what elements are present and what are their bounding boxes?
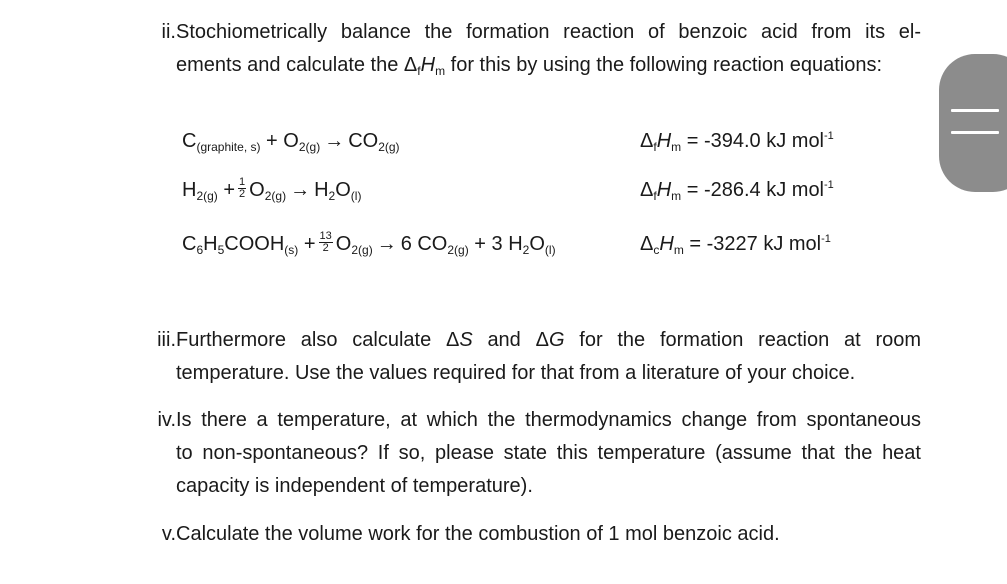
chem-symbol: O (335, 179, 351, 201)
plus-sign: + (223, 179, 236, 201)
subscript: m (673, 243, 684, 257)
state-subscript: 2(g) (447, 243, 469, 257)
item-line: Stochiometrically balance the formation reaction of benzoic acid from its el- (176, 21, 921, 43)
item-line (176, 49, 921, 82)
subscript: f (653, 189, 657, 203)
text-fragment: for the formation reaction at room (564, 329, 922, 351)
item-text (176, 324, 921, 390)
plus-sign: + (303, 233, 316, 255)
item-numeral: v. (161, 523, 176, 545)
item-text (176, 16, 921, 82)
chem-symbol: 6 CO (400, 233, 448, 255)
state-subscript: 2(g) (378, 140, 400, 154)
exponent: -1 (821, 233, 831, 245)
state-subscript: 2(g) (351, 243, 373, 257)
chem-symbol: O (283, 130, 299, 152)
equation-formula (182, 229, 556, 259)
chem-symbol: COOH (224, 233, 285, 255)
subscript: f (417, 64, 421, 78)
chem-symbol: 3 H (491, 233, 523, 255)
item-numeral: ii. (161, 21, 176, 43)
fraction-numerator: 13 (319, 230, 332, 243)
enthalpy-value: = -286.4 kJ mol (686, 179, 825, 201)
fraction-denominator: 2 (322, 242, 329, 255)
subscript: c (653, 243, 660, 257)
grip-line-icon (951, 131, 999, 134)
equation-enthalpy (640, 126, 834, 156)
text-fragment: Furthermore also calculate (176, 329, 446, 351)
reaction-arrow: → (324, 130, 345, 152)
plus-sign: + (474, 233, 486, 255)
item-numeral: iii. (157, 329, 176, 351)
chem-symbol: H (182, 179, 197, 201)
state-subscript: 2(g) (298, 140, 321, 154)
item-line: capacity is independent of temperature). (176, 475, 533, 497)
delta-symbol: Δ (535, 329, 549, 351)
text-fragment: for this by using the following reaction equations: (445, 54, 883, 76)
text-fragment: and (472, 329, 536, 351)
item-line: to non-spontaneous? If so, please state this temperature (assume that the heat (176, 442, 921, 464)
grip-line-icon (951, 109, 999, 112)
state-subscript: (l) (350, 189, 362, 203)
enthalpy-symbol: H (659, 233, 674, 255)
text-fragment: ements and calculate the (176, 54, 404, 76)
enthalpy-symbol: H (656, 130, 672, 152)
exponent: -1 (824, 130, 834, 142)
item-text (176, 518, 921, 551)
chem-symbol: H (314, 179, 329, 201)
subscript: m (671, 189, 682, 203)
subscript: f (653, 140, 657, 154)
delta-symbol: Δ (403, 54, 418, 76)
state-subscript: (graphite, s) (196, 140, 261, 154)
reaction-arrow: → (376, 233, 397, 255)
fraction (319, 231, 333, 254)
item-numeral: iv. (157, 409, 176, 431)
state-subscript: (s) (284, 243, 299, 257)
enthalpy-value: = -3227 kJ mol (689, 233, 822, 255)
fraction-numerator: 1 (239, 176, 246, 189)
gibbs-symbol: G (548, 329, 565, 351)
chem-symbol: C (182, 233, 197, 255)
enthalpy-value: = -394.0 kJ mol (686, 130, 825, 152)
chem-symbol: O (529, 233, 545, 255)
state-subscript: 2(g) (264, 189, 287, 203)
reaction-arrow: → (290, 179, 311, 201)
equation-formula (182, 126, 400, 156)
item-line: temperature. Use the values required for that from a literature of your choice. (176, 362, 856, 384)
fraction-denominator: 2 (239, 188, 246, 201)
enthalpy-symbol: H (656, 179, 672, 201)
enthalpy-symbol: H (420, 54, 436, 76)
subscript: 2 (522, 243, 530, 257)
scroll-handle[interactable] (939, 54, 1007, 192)
subscript: m (435, 64, 446, 78)
item-line (176, 324, 921, 357)
delta-symbol: Δ (640, 130, 654, 152)
chem-symbol: O (249, 179, 265, 201)
chem-symbol: O (335, 233, 352, 255)
entropy-symbol: S (459, 329, 473, 351)
state-subscript: (l) (544, 243, 556, 257)
fraction (238, 177, 246, 200)
equation-enthalpy (640, 229, 831, 259)
subscript: 6 (196, 243, 204, 257)
exponent: -1 (824, 179, 834, 191)
delta-symbol: Δ (640, 179, 654, 201)
chem-symbol: H (203, 233, 218, 255)
chem-symbol: CO (348, 130, 379, 152)
equation-enthalpy (640, 175, 834, 205)
subscript: m (671, 140, 682, 154)
plus-sign: + (266, 130, 278, 152)
item-text (176, 404, 921, 503)
item-line: Is there a temperature, at which the thermodynamics change from spontaneous (176, 409, 921, 431)
subscript: 5 (217, 243, 225, 257)
chem-symbol: C (182, 130, 197, 152)
delta-symbol: Δ (640, 233, 654, 255)
state-subscript: 2(g) (196, 189, 218, 203)
equation-formula (182, 175, 361, 205)
subscript: 2 (328, 189, 336, 203)
item-line: Calculate the volume work for the combustion of 1 mol benzoic acid. (176, 523, 780, 545)
delta-symbol: Δ (445, 329, 460, 351)
